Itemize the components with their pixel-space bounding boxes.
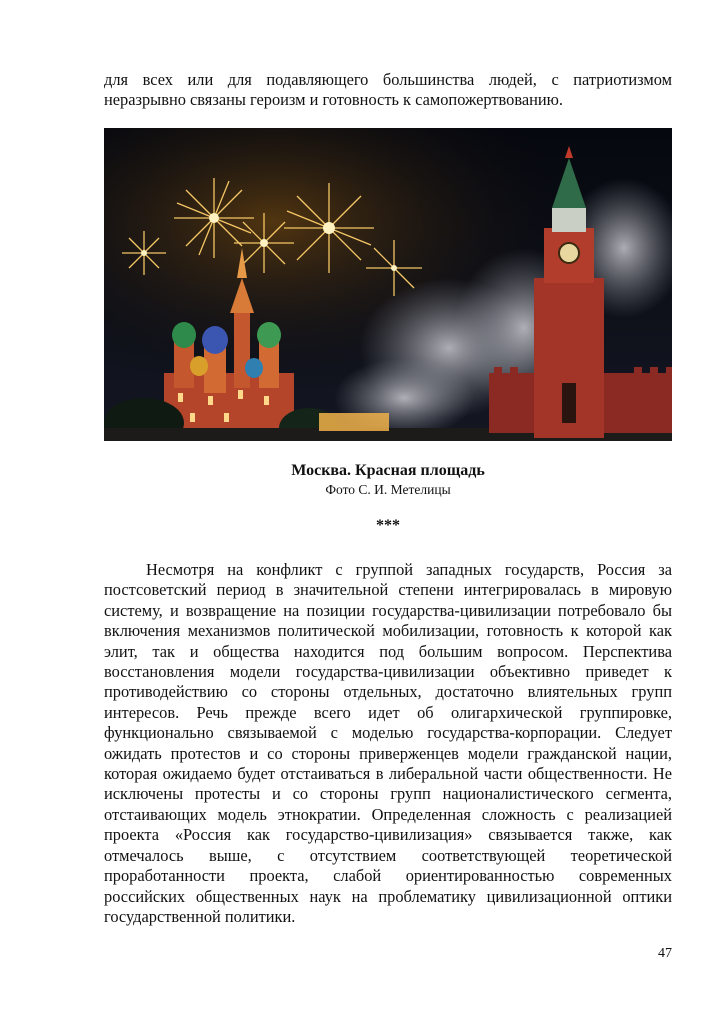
body-paragraph-main: Несмотря на конфликт с группой западных государств, Россия за постсоветский период в значительной степени интегрировалась в мировую систему, и возвращение на позиции государства-цивилизации потребовало бы включения механизмов политической мобилизации, готовность к которой как элит, так и общества находится под большим вопросом. Перспектива восстановления модели государства-цивилизации объективно приведет к противодействию со стороны отдельных, достаточно влиятельных групп интересов. Речь прежде всего идет об олигархической группировке, функционально связываемой с моделью государства-корпорации. Следует ожидать протестов и со стороны приверженцев модели гражданской нации, которая ожидаемо будет отстаиваться в либеральной части общественности. Не исключены протесты и со стороны групп националистического сегмента, отстаивающих модель этнократии. Определенная сложность с реализацией проекта «Россия как государство-цивилизация» связывается также, как отмечалось выше, с отсутствием соответствующей теоретической проработанности проекта, слабой ориентированностью современных российских общественных наук на проблематику цивилизационной оптики государственной политики. <box>104 560 672 926</box>
photo-red-square <box>104 128 672 441</box>
photo-caption-credit: Фото С. И. Метелицы <box>325 482 451 497</box>
body-paragraph-top: для всех или для подавляющего большинства людей, с патриотизмом неразрывно связаны героизм и готовность к самопожертвованию. <box>104 70 672 110</box>
page-number: 47 <box>658 946 672 961</box>
photo-caption-title: Москва. Красная площадь <box>291 462 485 479</box>
section-separator: *** <box>376 517 400 534</box>
